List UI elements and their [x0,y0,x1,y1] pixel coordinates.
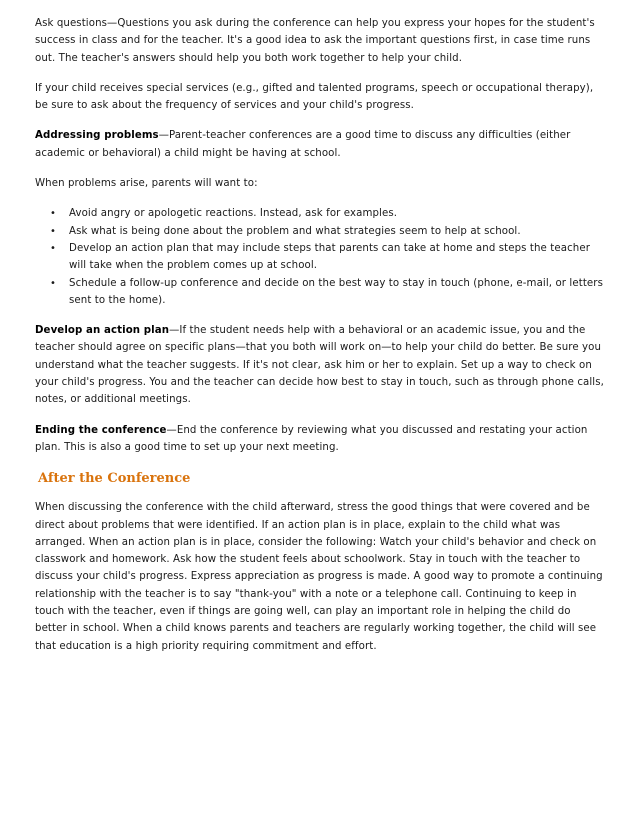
paragraph-action-plan [35,322,605,408]
action-plan-text: —If the student needs help with a behavioral or an academic issue, you and the teacher should agree on specific plans—that you both will work on—to help your child do better. Be sure you understand what the teacher suggests. If it's not clear, ask him or her to explain. Set up a way to check on your child's progress. You and the teacher can decide how best to stay in touch, such as through phone calls, notes, or additional meetings. [35,325,604,406]
list-item-text: Schedule a follow-up conference and decide on the best way to stay in touch (phone, e-mail, or letters sent to the home). [69,277,603,306]
paragraph-ending-conference [35,422,605,457]
list-item [35,205,605,222]
paragraph-ask-questions: Ask questions—Questions you ask during the conference can help you express your hopes for the student's success in class and for the teacher. It's a good idea to ask the important questions first, in case time runs out. The teacher's answers should help you both work together to help your child. [35,18,595,64]
bullet-icon: • [50,225,56,237]
document-page [35,15,605,668]
list-item-text: Avoid angry or apologetic reactions. Instead, ask for examples. [69,208,398,220]
list-item [35,275,605,310]
paragraph-addressing-problems [35,127,605,162]
bullet-icon: • [50,242,56,254]
section-heading-after-conference: After the Conference [38,471,191,487]
paragraph-after-conference: When discussing the conference with the child afterward, stress the good things that were covered and be direct about problems that were identified. If an action plan is in place, explain to the child what was arranged. When an action plan is in place, consider the following: Watch your child's behavior and check on classwork and homework. Ask how the student feels about schoolwork. Stay in touch with the teacher to discuss your child's progress. Express appreciation as progress is made. A good way to promote a continuing relationship with the teacher is to say "thank-you" with a note or a telephone call. Continuing to keep in touch with the teacher, even if things are going well, can play an important role in helping the child do better in school. When a child knows parents and teachers are regularly working together, the child will see that education is a high priority requiring commitment and effort. [35,502,603,652]
bullet-icon: • [50,277,56,289]
ending-conference-text: —End the conference by reviewing what you discussed and restating your action plan. This is also a good time to set up your next meeting. [35,424,588,453]
addressing-problems-lead: Addressing problems [35,130,159,142]
paragraph-when-problems: When problems arise, parents will want to: [35,178,258,190]
list-item-text: Ask what is being done about the problem and what strategies seem to help at school. [69,225,521,237]
addressing-problems-text: —Parent-teacher conferences are a good time to discuss any difficulties (either academic or behavioral) a child might be having at school. [35,130,571,159]
list-item-text: Develop an action plan that may include steps that parents can take at home and steps the teacher will take when the problem comes up at school. [69,242,590,272]
bullet-icon: • [50,208,56,220]
ending-conference-lead: Ending the conference [35,424,167,436]
list-item [35,240,605,275]
bullet-list [35,205,605,309]
action-plan-lead: Develop an action plan [35,325,170,337]
paragraph-special-services: If your child receives special services (e.g., gifted and talented programs, speech or occupational therapy), be sure to ask about the frequency of services and your child's progress. [35,82,594,112]
list-item [35,223,605,240]
